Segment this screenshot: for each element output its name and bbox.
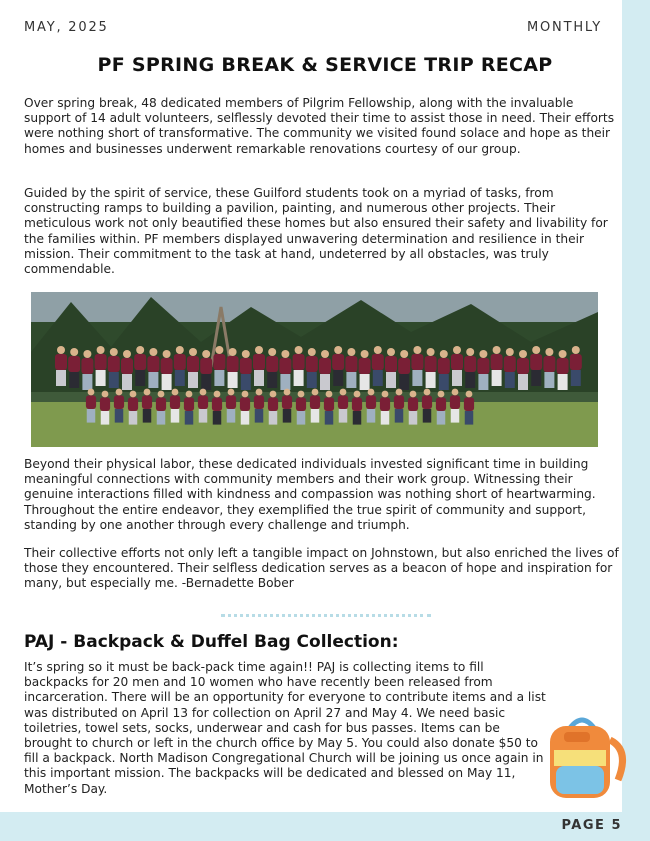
collection-paragraph: It’s spring so it must be back-pack time again!! PAJ is collecting items to fill backpacks for 20 men and 10 women who have recently been released from incarceration. There will be an opportunity for everyone to contribute items and a list was distributed on April 13 for collection on April 27 and May 4. We need basic toiletries, towel sets, socks, underwear and cash for bus passes. Items can be brought to church or left in the church office by May 5. You could also donate $50 to fill a backpack. North Madison Congregational Church will be joining us once again in this important mission. The backpacks will be dedicated and blessed on May 11, Mother’s Day.: [24, 660, 546, 796]
issue-date: MAY, 2025: [24, 20, 109, 35]
article-paragraph-4: Their collective efforts not only left a tangible impact on Johnstown, but also enriched the lives of those they encountered. Their selfless dedication serves as a beacon of hope and inspiration for many, but especially me. -Bernadette Bober: [24, 546, 619, 591]
backpack-illustration: [540, 710, 636, 802]
section-divider: [221, 614, 431, 617]
section-heading: PAJ - Backpack & Duffel Bag Collection:: [24, 632, 399, 652]
article-paragraph-2: Guided by the spirit of service, these Guilford students took on a myriad of tasks, from constructing ramps to building a pavilion, painting, and numerous other projects. Their meticulous work not only beautified these homes but also ensured their safety and livability for the families within. PF members displayed unwavering determination and resilience in their mission. Their commitment to the task at hand, undeterred by all obstacles, was truly commendable.: [24, 186, 608, 277]
article-paragraph-1: Over spring break, 48 dedicated members of Pilgrim Fellowship, along with the invaluable support of 14 adult volunteers, selflessly devoted their time to assist those in need. Their efforts were nothing short of transformative. The community we visited found solace and hope as their homes and businesses underwent remarkable renovations courtesy of our group.: [24, 96, 615, 156]
issue-frequency: MONTHLY: [527, 20, 602, 35]
footer-band: [0, 812, 650, 841]
article-title: PF SPRING BREAK & SERVICE TRIP RECAP: [97, 54, 553, 76]
article-paragraph-3: Beyond their physical labor, these dedicated individuals invested significant time in building meaningful connections with community members and their work group. Witnessing their genuine interactions filled with kindness and compassion was nothing short of heartwarming. Throughout the entire endeavor, they exemplified the true spirit of community and support, standing by one another through every challenge and triumph.: [24, 457, 596, 532]
group-photo: [31, 292, 598, 447]
page-number: PAGE 5: [561, 818, 622, 833]
